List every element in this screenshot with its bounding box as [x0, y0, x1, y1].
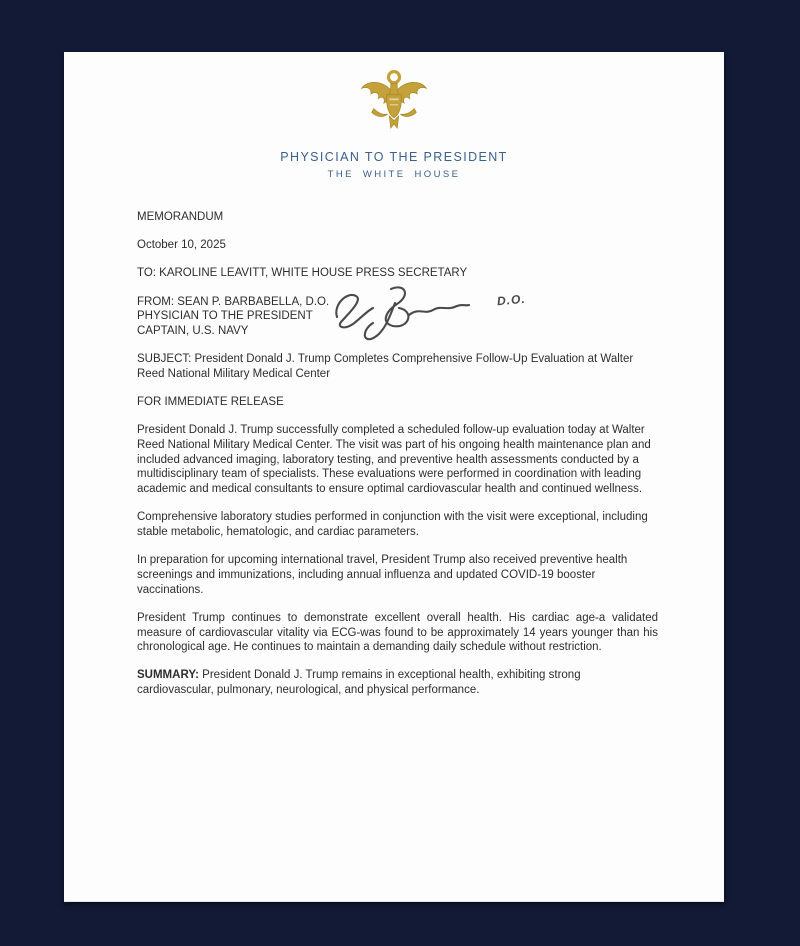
memo-paragraph-1: President Donald J. Trump successfully completed a scheduled follow-up evaluation today at Walter Reed National Military Medical Center. The visit was part of his ongoing health maintenance plan and included advanced imaging, laboratory testing, and preventive health assessments conducted by a multidisciplinary team of specialists. These evaluations were performed in coordination with leading academic and medical consultants to ensure optimal cardiovascular health and continued wellness. — [137, 424, 651, 496]
letterhead-subtitle: THE WHITE HOUSE — [327, 169, 461, 180]
memo-from-block — [137, 291, 658, 339]
letterhead-title: PHYSICIAN TO THE PRESIDENT — [280, 150, 508, 164]
memo-paragraph-4: President Trump continues to demonstrate excellent overall health. His cardiac age-a validated measure of cardiovascular vitality via ECG-was found to be approximately 14 years younger than his chronological age. He continues to maintain a demanding daily schedule without restriction. — [137, 611, 658, 654]
memo-doc-type: MEMORANDUM — [137, 211, 224, 223]
memo-summary — [137, 668, 658, 697]
memo-release-line: FOR IMMEDIATE RELEASE — [137, 396, 284, 409]
signature-do-annotation: D.O. — [496, 291, 527, 308]
memo-from-rank: CAPTAIN, U.S. NAVY — [137, 325, 249, 338]
memo-from-title: PHYSICIAN TO THE PRESIDENT — [137, 310, 313, 323]
memo-paragraph-3: In preparation for upcoming international travel, President Trump also received preventive health screenings and immunizations, including annual influenza and updated COVID-19 booster vaccinations. — [137, 554, 628, 596]
memo-summary-label: SUMMARY: — [137, 669, 199, 682]
memo-summary-text: President Donald J. Trump remains in exceptional health, exhibiting strong cardiovascular, pulmonary, neurological, and physical performance. — [137, 669, 581, 697]
memo-document — [64, 52, 724, 902]
memo-body — [64, 180, 724, 698]
memo-to-line: TO: KAROLINE LEAVITT, WHITE HOUSE PRESS SECRETARY — [137, 267, 468, 280]
memo-from-line: FROM: SEAN P. BARBABELLA, D.O. — [137, 295, 330, 308]
memo-subject: SUBJECT: President Donald J. Trump Completes Comprehensive Follow-Up Evaluation at Walter Reed National Military Medical Center — [137, 353, 634, 380]
memo-paragraph-2: Comprehensive laboratory studies performed in conjunction with the visit were exceptional, including stable metabolic, hematologic, and cardiac parameters. — [137, 511, 648, 539]
presidential-eagle-emblem-icon — [355, 67, 433, 141]
letterhead — [64, 52, 724, 180]
memo-date: October 10, 2025 — [137, 239, 226, 252]
